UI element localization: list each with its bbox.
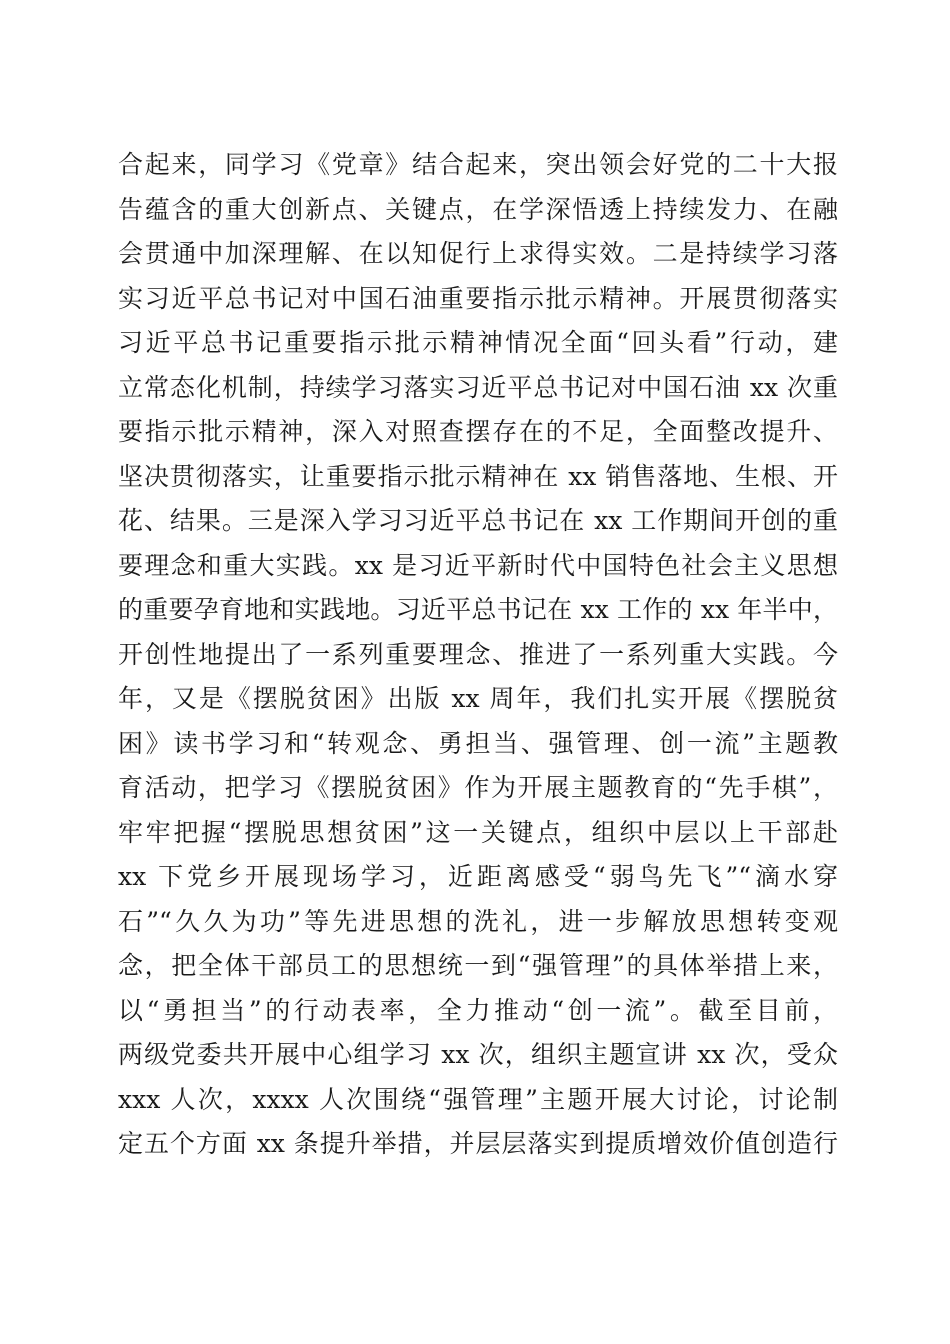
text-line: 育活动，把学习《摆脱贫困》作为开展主题教育的“先手棋”， bbox=[118, 773, 838, 802]
text-line: 念，把全体干部员工的思想统一到“强管理”的具体举措上来， bbox=[118, 951, 838, 980]
text-line: xxx 人次，xxxx 人次围绕“强管理”主题开展大讨论，讨论制 bbox=[118, 1084, 838, 1114]
text-line: 花、结果。三是深入学习习近平总书记在 xx 工作期间开创的重 bbox=[118, 506, 838, 535]
body-paragraph bbox=[118, 143, 838, 1167]
text-line: 立常态化机制，持续学习落实习近平总书记对中国石油 xx 次重 bbox=[118, 372, 838, 402]
text-line: 要指示批示精神，深入对照查摆存在的不足，全面整改提升、 bbox=[118, 417, 838, 446]
text-line: 会贯通中加深理解、在以知促行上求得实效。二是持续学习落 bbox=[118, 239, 838, 268]
text-line: 困》读书学习和“转观念、勇担当、强管理、创一流”主题教 bbox=[118, 728, 838, 758]
text-line: 石”“久久为功”等先进思想的洗礼，进一步解放思想转变观 bbox=[118, 906, 838, 936]
text-line: 以“勇担当”的行动表率，全力推动“创一流”。截至目前， bbox=[118, 995, 838, 1025]
text-line: 习近平总书记重要指示批示精神情况全面“回头看”行动，建 bbox=[118, 328, 838, 357]
text-line: 定五个方面 xx 条提升举措，并层层落实到提质增效价值创造行 bbox=[118, 1129, 838, 1158]
text-line: 坚决贯彻落实，让重要指示批示精神在 xx 销售落地、生根、开 bbox=[118, 461, 838, 491]
text-line: 开创性地提出了一系列重要理念、推进了一系列重大实践。今 bbox=[118, 639, 838, 669]
text-line: 合起来，同学习《党章》结合起来，突出领会好党的二十大报 bbox=[118, 150, 838, 179]
text-line: 牢牢把握“摆脱思想贫困”这一关键点，组织中层以上干部赴 bbox=[118, 817, 838, 847]
text-line: 年，又是《摆脱贫困》出版 xx 周年，我们扎实开展《摆脱贫 bbox=[118, 684, 838, 713]
text-line: 实习近平总书记对中国石油重要指示批示精神。开展贯彻落实 bbox=[118, 283, 838, 313]
text-line: 告蕴含的重大创新点、关键点，在学深悟透上持续发力、在融 bbox=[118, 194, 838, 224]
text-line: 两级党委共开展中心组学习 xx 次，组织主题宣讲 xx 次，受众 bbox=[118, 1040, 838, 1069]
text-line: 要理念和重大实践。xx 是习近平新时代中国特色社会主义思想 bbox=[118, 550, 838, 580]
text-line: 的重要孕育地和实践地。习近平总书记在 xx 工作的 xx 年半中， bbox=[118, 595, 838, 624]
text-line: xx 下党乡开展现场学习，近距离感受“弱鸟先飞”“滴水穿 bbox=[118, 862, 838, 891]
